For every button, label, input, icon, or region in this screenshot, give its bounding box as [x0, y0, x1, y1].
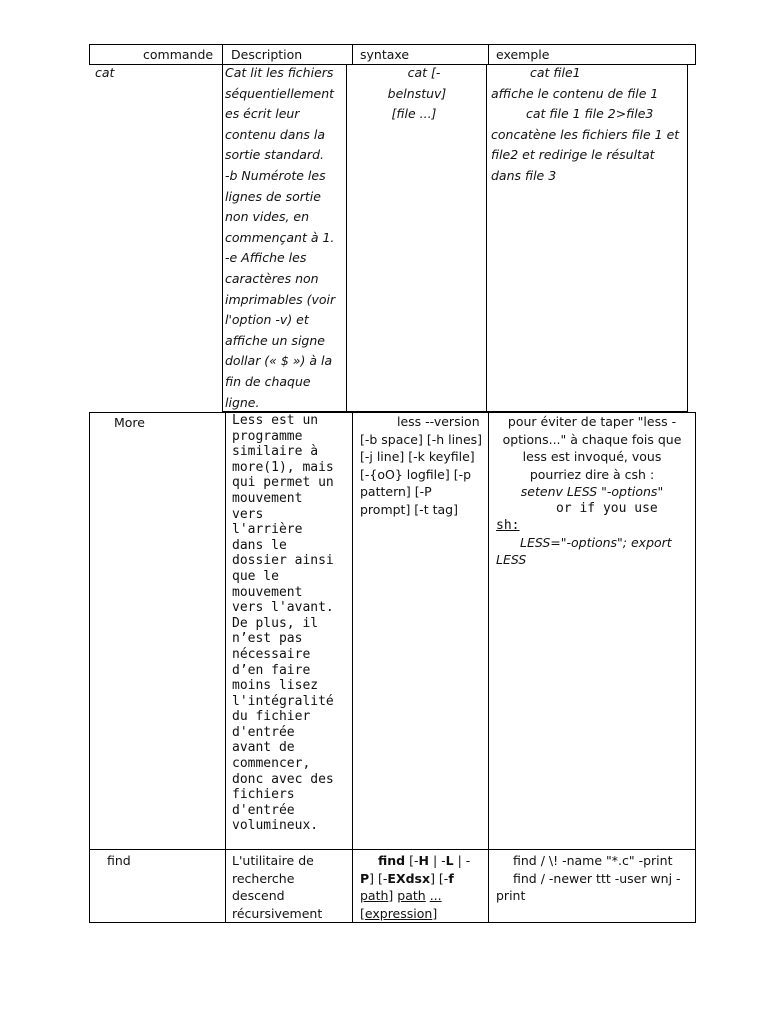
syntaxe-line: less --version	[397, 414, 480, 429]
table-border	[695, 44, 696, 65]
syntaxe-token: ]	[388, 888, 398, 904]
description-line: l'option -v) et	[225, 312, 309, 328]
syntaxe-token: expression	[364, 905, 433, 921]
exemple-line: find / -newer ttt -user wnj -	[513, 870, 681, 886]
table-border	[89, 412, 90, 850]
table-border	[352, 44, 353, 65]
table-border	[352, 849, 353, 923]
table-border	[352, 412, 353, 850]
description-line: -b Numérote les	[225, 167, 326, 183]
description-line: d’en faire	[232, 662, 311, 678]
description-line: De plus, il	[232, 615, 319, 631]
table-border	[488, 849, 489, 923]
description-line: similaire à	[232, 444, 319, 460]
exemple-line: cat file1	[530, 65, 581, 80]
exemple-line: less est invoqué, vous	[522, 449, 662, 465]
more-commande: More	[114, 415, 145, 430]
description-line: imprimables (voir	[225, 291, 336, 307]
description-line: donc avec des	[232, 771, 334, 787]
syntaxe-line	[360, 870, 488, 888]
cat-exemple	[491, 63, 686, 187]
more-exemple	[490, 413, 694, 569]
exemple-line: options..." à chaque fois que	[502, 431, 682, 447]
table-border	[89, 44, 696, 45]
description-line: n’est pas	[232, 631, 303, 647]
table-border	[687, 64, 688, 412]
syntaxe-token: | -	[453, 853, 471, 868]
cat-commande: cat	[95, 65, 115, 80]
exemple-line: concatène les fichiers file 1 et	[491, 126, 680, 142]
syntaxe-line: cat [-	[407, 65, 441, 80]
description-line: -e Affiche les	[225, 250, 307, 266]
description-line: commencer,	[232, 756, 311, 772]
description-line: l'arrière	[232, 522, 303, 538]
exemple-line: pour éviter de taper "less -	[507, 414, 677, 429]
syntaxe-token: [-	[405, 853, 419, 868]
syntaxe-token: EXdsx	[387, 870, 431, 886]
syntaxe-line: prompt] [-t tag]	[360, 501, 458, 517]
exemple-line: LESS	[496, 552, 527, 568]
description-line: vers	[232, 506, 264, 522]
description-line: Less est un	[232, 413, 319, 428]
syntaxe-token: H	[418, 853, 429, 868]
description-line: volumineux.	[232, 818, 319, 834]
description-line: es écrit leur	[225, 106, 300, 122]
syntaxe-token: ] [-	[430, 870, 449, 886]
description-line: descend	[232, 888, 285, 904]
header-commande: commande	[143, 47, 214, 62]
cat-description	[225, 63, 345, 413]
description-line: affiche un signe	[225, 332, 325, 348]
description-line: qui permet un	[232, 475, 334, 491]
table-border	[346, 64, 347, 412]
syntaxe-token: [	[360, 905, 365, 921]
header-description: Description	[231, 47, 303, 62]
syntaxe-token: ] [-	[369, 870, 388, 886]
syntaxe-token: f	[448, 870, 454, 886]
description-line: que le	[232, 568, 279, 584]
more-description	[232, 413, 350, 834]
table-border	[89, 849, 90, 923]
syntaxe-token: ...	[429, 888, 442, 904]
description-line: lignes de sortie	[225, 188, 321, 204]
description-line: fin de chaque	[225, 373, 311, 389]
table-border	[225, 849, 226, 923]
description-line: fichiers	[232, 787, 295, 803]
syntaxe-line: [-{oO} logfile] [-p	[360, 466, 472, 482]
find-description	[232, 852, 350, 922]
header-exemple: exemple	[496, 47, 550, 62]
syntaxe-line: [file ...]	[391, 106, 437, 122]
table-border	[222, 64, 223, 412]
syntaxe-line: pattern] [-P	[360, 484, 432, 500]
description-line: caractères non	[225, 270, 319, 286]
syntaxe-line	[360, 852, 488, 870]
exemple-line: print	[496, 888, 526, 904]
description-line: d'entrée	[232, 724, 295, 740]
exemple-line: LESS="-options"; export	[520, 534, 672, 550]
header-syntaxe: syntaxe	[360, 47, 410, 62]
syntaxe-token: L	[445, 853, 454, 868]
description-line: dossier ainsi	[232, 553, 334, 569]
table-border	[222, 44, 223, 65]
cat-syntaxe	[352, 63, 482, 125]
find-commande: find	[107, 853, 131, 868]
description-line: L'utilitaire de	[232, 853, 314, 868]
description-line: more(1), mais	[232, 459, 334, 475]
exemple-line: setenv LESS "-options"	[520, 484, 664, 500]
description-line: commençant à 1.	[225, 229, 335, 245]
description-line: séquentiellement	[225, 85, 335, 101]
exemple-line: dans file 3	[491, 167, 557, 183]
description-line: l'intégralité	[232, 693, 334, 709]
find-exemple	[496, 852, 694, 905]
find-syntaxe	[360, 852, 488, 922]
description-line: vers l'avant.	[232, 600, 334, 616]
table-border	[488, 44, 489, 65]
table-border	[89, 44, 90, 65]
description-line: mouvement	[232, 490, 303, 506]
description-line: recherche	[232, 870, 295, 886]
table-border	[89, 849, 696, 850]
description-line: dans le	[232, 537, 287, 553]
table-border	[695, 412, 696, 850]
syntaxe-token: path	[360, 888, 389, 904]
description-line: ligne.	[225, 394, 260, 410]
exemple-line: file2 et redirige le résultat	[491, 147, 655, 163]
description-line: contenu dans la	[225, 126, 325, 142]
more-syntaxe	[360, 413, 490, 519]
exemple-line: sh:	[496, 517, 520, 533]
syntaxe-line: [-j line] [-k keyfile]	[360, 449, 475, 465]
syntaxe-line: [-b space] [-h lines]	[360, 431, 483, 447]
description-line: d'entrée	[232, 802, 295, 818]
description-line: sortie standard.	[225, 147, 324, 163]
syntaxe-line	[360, 887, 488, 905]
table-border	[225, 412, 226, 850]
description-line: récursivement	[232, 905, 323, 921]
syntaxe-token: | -	[428, 853, 446, 868]
syntaxe-token: P	[360, 870, 370, 886]
syntaxe-token: find	[378, 853, 406, 868]
syntaxe-token: path	[397, 888, 426, 904]
description-line: mouvement	[232, 584, 303, 600]
description-line: nécessaire	[232, 646, 311, 662]
exemple-line: pourriez dire à csh :	[529, 466, 655, 482]
description-line: avant de	[232, 740, 295, 756]
syntaxe-line: belnstuv]	[387, 85, 447, 101]
description-line: Cat lit les fichiers	[225, 65, 334, 80]
description-line: non vides, en	[225, 209, 310, 225]
exemple-line: affiche le contenu de file 1	[491, 85, 659, 101]
table-border	[486, 64, 487, 412]
description-line: moins lisez	[232, 678, 319, 694]
syntaxe-line	[360, 905, 488, 923]
description-line: dollar (« $ ») à la	[225, 353, 333, 369]
table-border	[695, 849, 696, 923]
syntaxe-token: ]	[432, 905, 438, 921]
description-line: programme	[232, 428, 303, 444]
description-line: du fichier	[232, 709, 311, 725]
exemple-line: or if you use	[556, 500, 658, 516]
exemple-line: find / \! -name "*.c" -print	[513, 853, 673, 868]
exemple-line: cat file 1 file 2>file3	[526, 106, 654, 122]
